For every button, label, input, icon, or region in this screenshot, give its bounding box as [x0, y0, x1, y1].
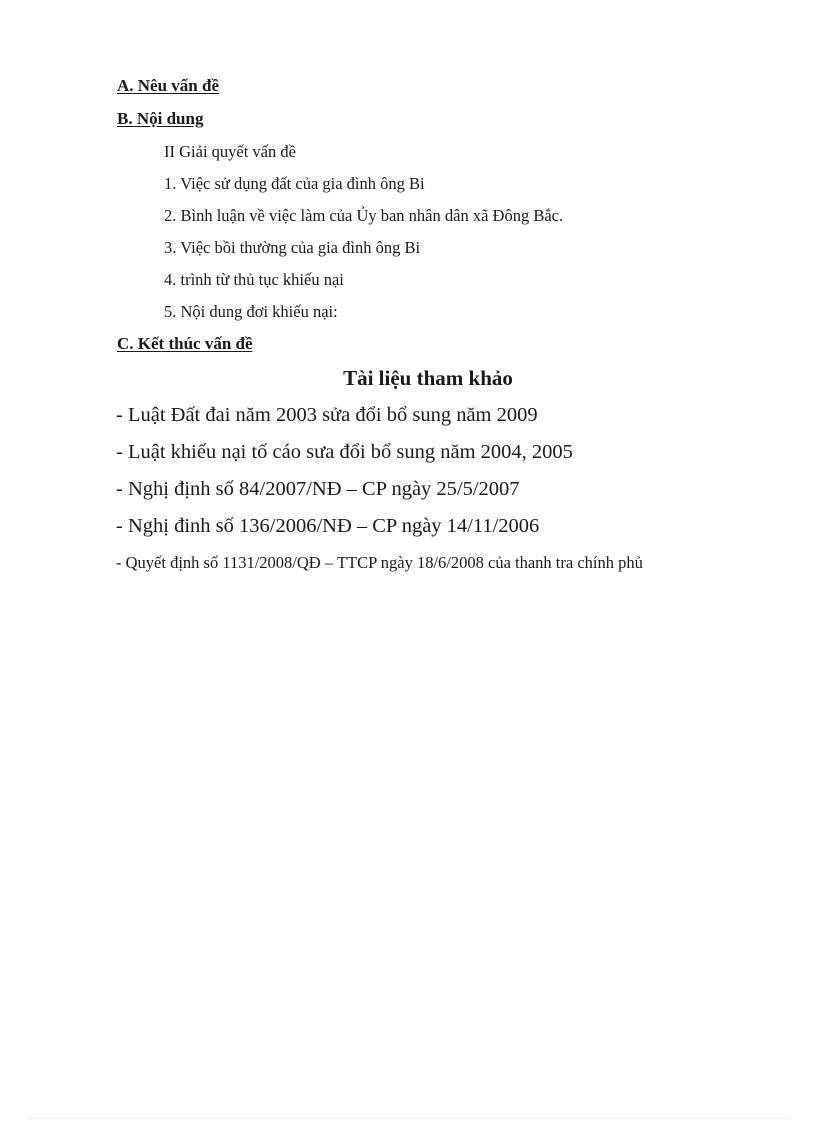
- section-b-heading: B. Nội dung: [117, 109, 204, 128]
- reference-item: - Quyết định số 1131/2008/QĐ – TTCP ngày 18/6/2008 của thanh tra chính phủ: [116, 553, 643, 572]
- list-item: 4. trình từ thủ tục khiếu nại: [164, 270, 344, 289]
- list-item: 1. Việc sử dụng đất của gia đình ông Bi: [164, 174, 425, 193]
- list-item: II Giải quyết vấn đề: [164, 142, 296, 161]
- list-item: 3. Việc bồi thường của gia đình ông Bi: [164, 238, 421, 257]
- reference-item: - Nghị đinh số 136/2006/NĐ – CP ngày 14/11/2006: [116, 515, 540, 537]
- section-a-heading: A. Nêu vấn đề: [117, 76, 220, 95]
- list-item: 5. Nội dung đơi khiếu nại:: [164, 302, 338, 321]
- reference-item: - Nghị định số 84/2007/NĐ – CP ngày 25/5/2007: [116, 478, 520, 500]
- section-c-heading: C. Kết thúc vấn đề: [117, 334, 253, 353]
- reference-item: - Luật khiếu nại tố cáo sưa đổi bổ sung năm 2004, 2005: [116, 441, 573, 463]
- list-item: 2. Bình luận về việc làm của Ủy ban nhân dân xã Đông Bắc.: [164, 206, 564, 225]
- page-bottom-divider: [30, 1118, 790, 1119]
- references-title: Tài liệu tham khảo: [343, 366, 513, 390]
- reference-item: - Luật Đất đai năm 2003 sửa đổi bổ sung năm 2009: [116, 404, 538, 426]
